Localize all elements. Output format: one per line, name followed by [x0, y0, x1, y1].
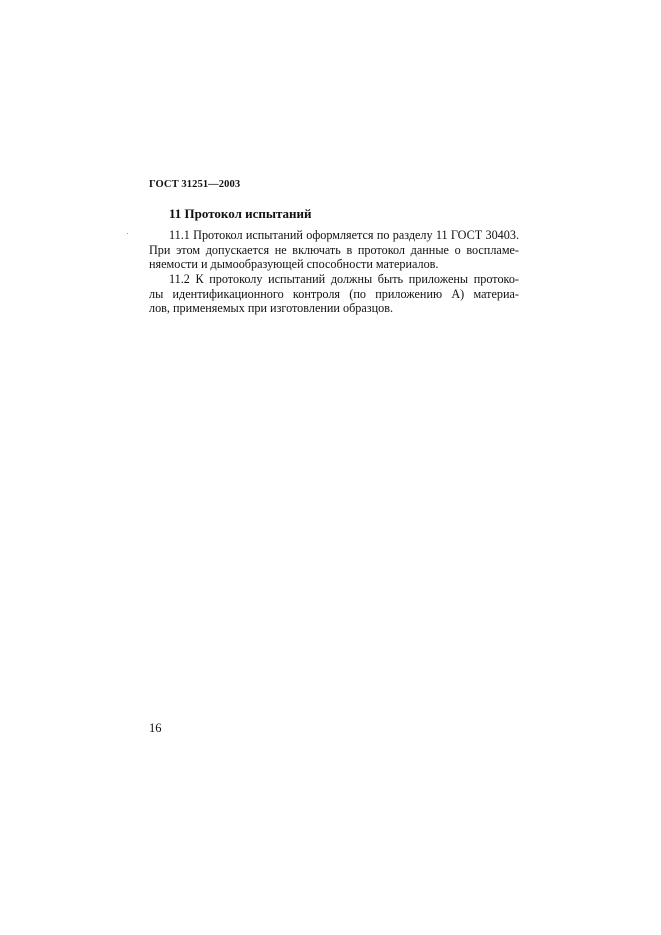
- paragraph-11-2: [149, 272, 519, 316]
- section-title: 11 Протокол испытаний: [169, 206, 312, 221]
- paragraph-line: 11.2 К протоколу испытаний должны быть приложены протоко-: [169, 272, 519, 286]
- margin-mark: [127, 233, 128, 234]
- document-standard-id: ГОСТ 31251—2003: [149, 179, 241, 190]
- page-number: 16: [149, 721, 162, 735]
- paragraph-11-1: [149, 228, 519, 272]
- paragraph-line: няемости и дымообразующей способности материалов.: [149, 257, 439, 272]
- paragraph-line: 11.1 Протокол испытаний оформляется по разделу 11 ГОСТ 30403.: [169, 228, 519, 242]
- paragraph-line: При этом допускается не включать в протокол данные о воспламе-: [149, 242, 519, 257]
- paragraph-line: лов, применяемых при изготовлении образцов.: [149, 301, 393, 316]
- paragraph-line: лы идентификационного контроля (по приложению А) материа-: [149, 286, 519, 301]
